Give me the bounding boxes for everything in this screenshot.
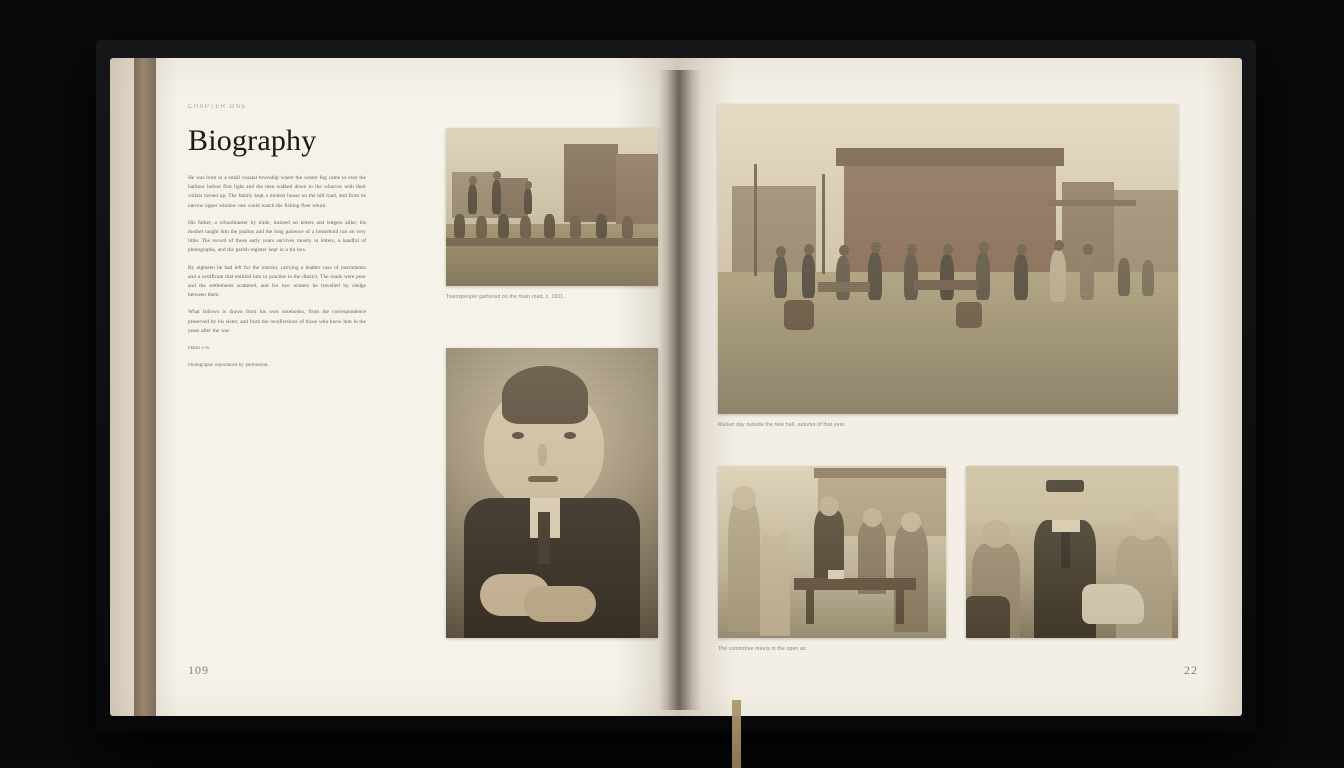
chapter-eyebrow: CHAPTER ONE [188, 104, 247, 110]
folio-right: 22 [1184, 663, 1198, 677]
page-title: Biography [188, 124, 317, 157]
paragraph: His father, a schoolmaster by trade, insisted on letters and ledgers alike; his mother taught him the psalms and the long patience of a household run on very little. The record of those early years survives mostly in letters, a handful of photographs, and the parish register kept in a tin box. [188, 219, 366, 254]
paragraph-plates: Plates i–iv. [188, 346, 211, 352]
photo-caption: The committee meets in the open air. [718, 646, 808, 652]
paragraph-credit: Photographs reproduced by permission. [188, 363, 269, 369]
photo-caption: Market day outside the new hall, autumn of that year. [718, 422, 846, 428]
paragraph: By eighteen he had left for the interior, carrying a leather case of instruments and a certificate that entitled him to practise in the district. The roads were poor and the settlements scattered, and for two winters he travelled by sledge between them. [188, 264, 366, 299]
photo-table-meeting [718, 466, 946, 638]
paragraph: What follows is drawn from his own notebooks, from the correspondence preserved by his sister, and from the recollections of those who knew him in the years after the war. [188, 309, 366, 334]
binding-cloth-strip [134, 58, 156, 716]
open-book [96, 40, 1256, 732]
body-column [188, 174, 366, 370]
right-page [676, 58, 1242, 716]
photo-caption: Townspeople gathered on the main road, c. 1911. [446, 294, 565, 300]
paragraph: He was born in a small coastal township where the winter fog came in over the harbour before first light and the men walked down to the wharves with their collars turned up. The family kept a modest house on the hill road, and from its narrow upper window one could watch the fishing fleet return. [188, 175, 366, 209]
ribbon-bookmark [732, 700, 741, 768]
left-page [110, 58, 676, 716]
right-page-content [676, 58, 1242, 716]
photo-portrait [446, 348, 658, 638]
photo-market-day [718, 104, 1178, 414]
folio-left: 109 [188, 663, 209, 677]
book-pages [110, 58, 1242, 716]
photo-street-gathering [446, 128, 658, 286]
photo-interior-consultation [966, 466, 1178, 638]
